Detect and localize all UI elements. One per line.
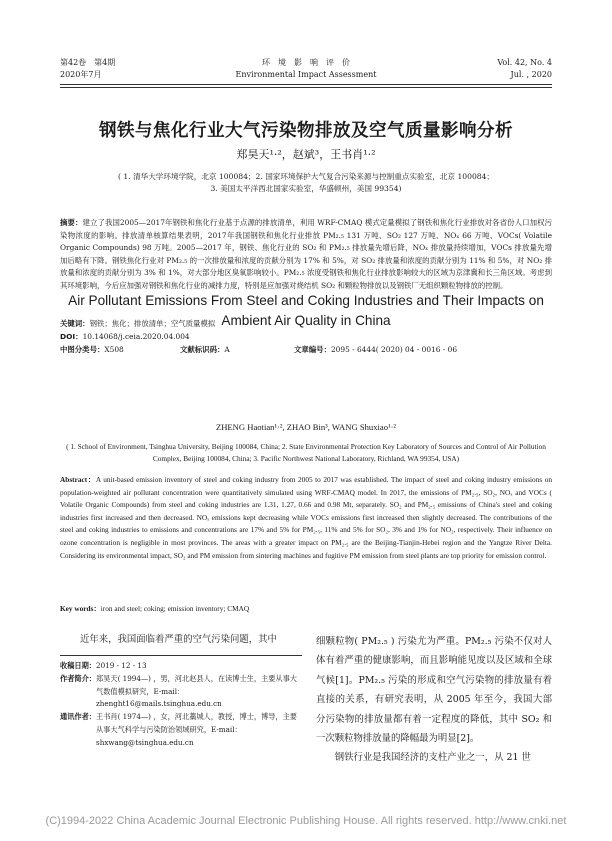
publication-date: 2020年7月 <box>60 70 102 79</box>
abstract-en-text: A unit-based emission inventory of steel and coking industry from 2005 to 2017 was established. The impact of steel and coking industry emissions on population-weighted air pollutant concentration were quantitatively simulated using WRF-CMAQ model. In 2017, the emissions of PM₂.₅, SO₂, NOₓ and VOCs ( Volatile Organic Compounds) from steel and coking industries are 1.31, 1.27, 0.66 and 0.98 Mt, separately. SO₂ and PM₂.₅ emissions of China's steel and coking industries first increased and then decreased. NOₓ emissions kept decreasing while VOCs emissions first increased then slightly decreased. The contributions of the steel and coking industries to emissions and concentrations are 17% and 5% for PM₂.₅, 11% and 5% for SO₂, 3% and 1% for NO₂, respectively. Their influence on ozone concentration is negligible in most provinces. The areas with a greater impact on PM₂.₅ are the Beijing-Tianjin-Hebei region and the Yangtze River Delta. Considering its environmental impact, SO₂ and PM emission from sintering machines and fugitive PM emission from steel plants are top priority for emission control. <box>60 475 553 560</box>
doc-code-label: 文献标识码： <box>180 345 225 354</box>
journal-name-en: Environmental Impact Assessment <box>235 70 377 79</box>
journal-name-cn: 环 境 影 响 评 价 <box>262 58 350 67</box>
keywords-cn-text: 钢铁；焦化；排放清单；空气质量模拟 <box>89 319 216 328</box>
article-id-label: 文章编号： <box>294 345 331 354</box>
authors-cn: 郑昊天¹·²，赵斌³，王书肖¹·² <box>236 148 376 161</box>
footnote-author-bio <box>60 673 302 711</box>
header-rule <box>60 84 552 85</box>
abstract-en <box>60 474 552 562</box>
cls-label: 中图分类号： <box>60 345 105 354</box>
footnotes <box>60 660 302 750</box>
footnote-value: 王书肖( 1974—) ，女，河北藁城人，教授，博士，博导，主要从事大气科学与污染防治领域研究，E-mail：shxwang@tsinghua.edu.cn <box>96 712 297 747</box>
header-rule-thin <box>60 87 552 88</box>
affiliation-cn-line: 3. 美国太平洋西北国家实验室，华盛顿州，美国 99354) <box>210 184 402 193</box>
footnote-rule <box>60 655 302 656</box>
footnote-label: 通讯作者： <box>60 712 96 722</box>
paper-title-en-wrap <box>60 291 552 331</box>
doc-code-value: A <box>224 345 230 354</box>
article-id-value: 2095 - 6444( 2020) 04 - 0016 - 06 <box>330 345 458 354</box>
footnote-received <box>60 660 302 673</box>
abstract-cn-label: 摘要： <box>60 218 83 227</box>
doi-value: 10.14068/j.ceia.2020.04.004 <box>82 332 190 341</box>
cls-value: X508 <box>104 345 124 354</box>
abstract-cn <box>60 217 552 293</box>
publication-date-en: Jul. , 2020 <box>510 70 552 79</box>
doi-line <box>60 331 552 343</box>
footnote-value: 2019 - 12 - 13 <box>96 661 147 670</box>
body-right-column <box>316 632 552 768</box>
keywords-cn-label: 关键词： <box>60 319 90 328</box>
body-paragraph: 钢铁行业是我国经济的支柱产业之一，从 21 世 <box>334 752 531 764</box>
affiliation-cn-line: ( 1. 清华大学环境学院，北京 100084；2. 国家环境保护大气复合污染来源与控制重点实验室，北京 100084； <box>117 172 495 181</box>
affiliations-en: ( 1. School of Environment, Tsinghua University, Beijing 100084, China; 2. State Environmental Protection Key Laboratory of Sources and Control of Air Pollution Complex, Beijing 100084, China; 3. Pacific Northwest National Laboratory, Richland, WA 99354, USA) <box>66 442 546 463</box>
cnki-watermark: (C)1994-2022 China Academic Journal Electronic Publishing House. All rights reserved. http://www.cnki.net <box>45 815 567 827</box>
body-paragraph: 细颗粒物( PM₂.₅ ) 污染尤为严重。PM₂.₅ 污染不仅对人体有着严重的健康影响，而且影响能见度以及区域和全球气候[1]。PM₂.₅ 污染的形成和空气污染物的排放量有着直接的关系，有研究表明，从 2005 年至今，我国大部分污染物的排放量都有着一定程度的降低，其中 SO₂ 和一次颗粒物排放量的降幅最为明显[2]。 <box>316 636 552 745</box>
affiliations-cn <box>80 171 532 195</box>
header-right <box>497 57 552 81</box>
keywords-en <box>60 603 552 615</box>
footnote-label: 收稿日期： <box>60 661 96 670</box>
abstract-en-label: Abstract： <box>60 475 96 484</box>
keywords-en-text: iron and steel; coking; emission inventory; CMAQ <box>100 604 250 613</box>
authors-en: ZHENG Haotian¹·², ZHAO Bin³, WANG Shuxiao¹·² <box>215 422 397 432</box>
volume-issue: 第42卷 第4期 <box>60 58 116 67</box>
footnote-corresponding-author <box>60 711 302 749</box>
footnote-label: 作者简介： <box>60 673 96 683</box>
paper-title-cn: 钢铁与焦化行业大气污染物排放及空气质量影响分析 <box>99 121 513 141</box>
body-left-intro: 近年来，我国面临着严重的空气污染问题，其中 <box>80 634 277 645</box>
doi-label: DOI： <box>60 332 83 341</box>
keywords-en-label: Key words： <box>60 604 101 613</box>
paper-title-en: Air Pollutant Emissions From Steel and Coking Industries and Their Impacts on Ambient Air Quality in China <box>68 293 544 328</box>
footnote-value: 郑昊天( 1994—) ，男，河北赵县人，在读博士生，主要从事大气数值模拟研究，E-mail：zhenght16@mails.tsinghua.edu.cn <box>96 673 297 709</box>
abstract-cn-text: 建立了我国2005—2017年钢铁和焦化行业基于点源的排放清单，利用 WRF-CMAQ 模式定量模拟了钢铁和焦化行业排放对各省份人口加权污染物浓度的影响。排放清单核算结果表明，2017年我国钢铁和焦化行业排放 PM₂.₅ 131 万吨、SO₂ 127 万吨、NOₓ 66 万吨、VOCs( Volatile Organic Compounds) 98 万吨。2005—2017 年，钢铁、焦化行业的 SO₂ 和 PM₂.₅ 排放量先增后降，NOₓ 排放量持续增加，VOCs 排放量先增加后略有下降。钢铁焦化行业对 PM₂.₅ 的一次排放量和浓度的贡献分别为 17% 和 5%，对 SO₂ 排放量和浓度的贡献分别为 11% 和 5%，对 NO₂ 排放量和浓度的贡献分别为 3% 和 1%，对大部分地区臭氧影响较小。PM₂.₅ 浓度受钢铁和焦化行业排放影响较大的区域为京津冀和长三角区域。考虑到其环境影响，今后应加强对钢铁和焦化行业的减排力度，特别是应加强对烧结机 SO₂ 和颗粒物排放以及钢铁厂无组织颗粒物排放的控制。 <box>60 218 552 290</box>
volume-issue-en: Vol. 42, No. 4 <box>497 58 552 67</box>
header-center <box>60 57 552 81</box>
